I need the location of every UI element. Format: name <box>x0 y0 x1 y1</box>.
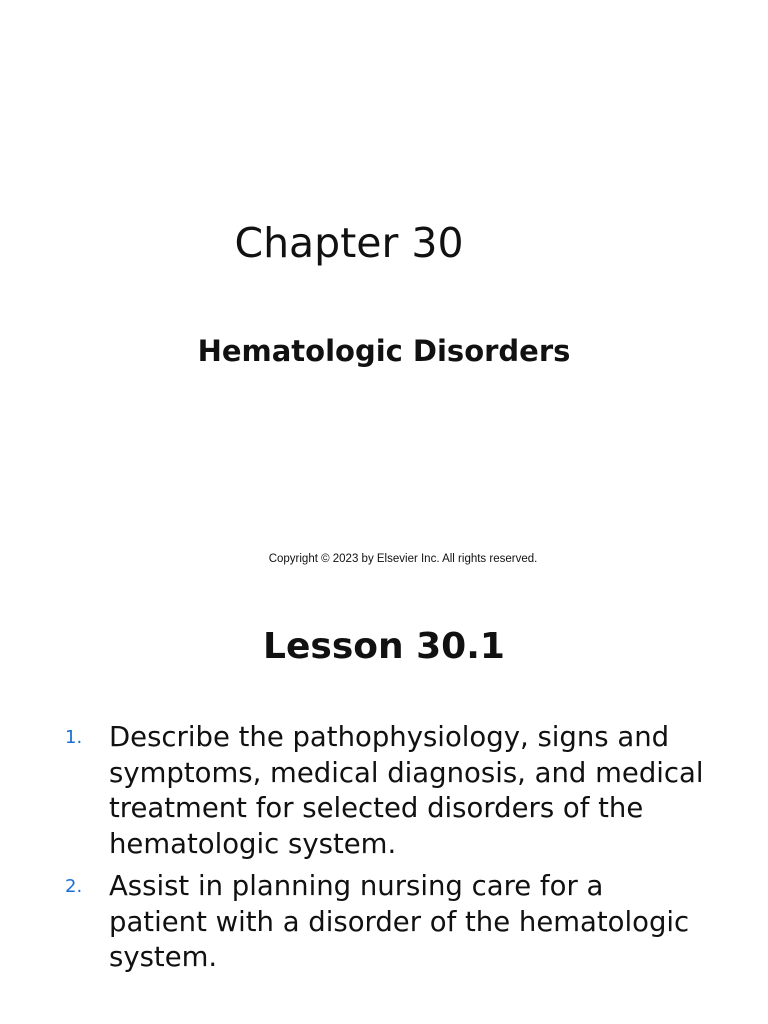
objective-text: Describe the pathophysiology, signs and symptoms, medical diagnosis, and medical treatment for selected disorders of the hematologic system. <box>109 721 704 860</box>
objectives-list <box>0 720 768 983</box>
objective-item <box>0 869 768 976</box>
objective-number: 1. <box>65 727 83 748</box>
objective-number: 2. <box>65 876 83 897</box>
chapter-subtitle: Hematologic Disorders <box>197 334 571 368</box>
lesson-title: Lesson 30.1 <box>263 626 505 667</box>
lesson-slide <box>0 590 768 1024</box>
chapter-title: Chapter 30 <box>234 219 464 267</box>
objective-item <box>0 720 768 862</box>
copyright-notice: Copyright © 2023 by Elsevier Inc. All rights reserved. <box>268 553 538 565</box>
objective-text: Assist in planning nursing care for a patient with a disorder of the hematologic system. <box>109 870 690 973</box>
